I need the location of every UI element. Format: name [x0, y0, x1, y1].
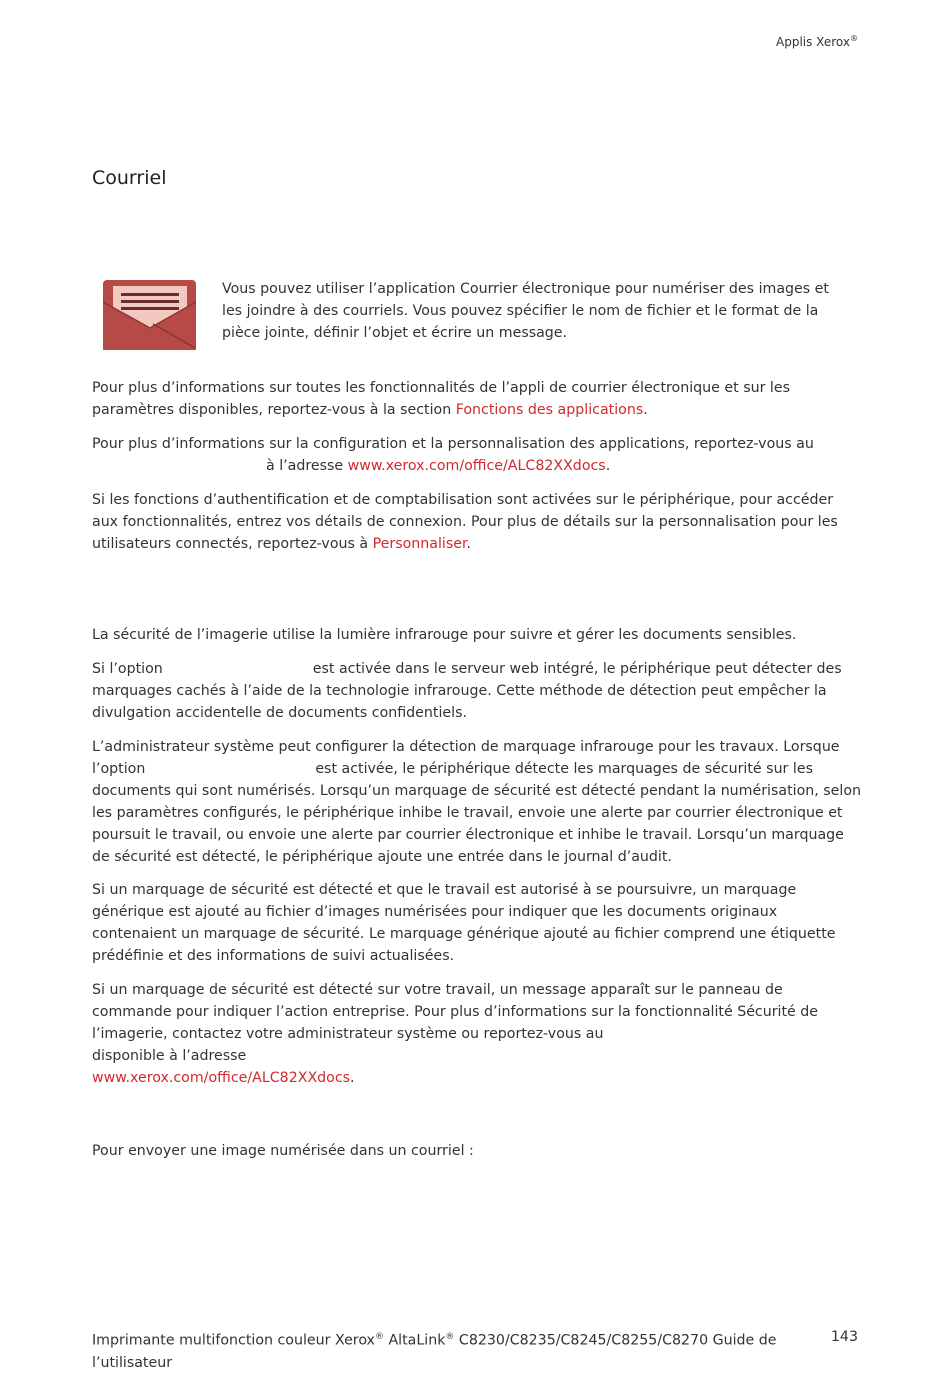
paragraph-admin: L’administrateur système peut configurer la détection de marquage infrarouge pour les travaux. Lorsque l’option est activée, le périphérique détecte les marquages de sécurité sur les documents qui sont numérisés. Lorsqu’un marquage de sécurité est détecté pendant la numérisation, selon les paramètres configurés, le périphérique inhibe le travail, envoie une alerte par courrier électronique et poursuit le travail, ou envoie une alerte par courrier électronique et inhibe le travail. Lorsqu’un marquage de sécurité est détecté, le périphérique ajoute une entrée dans le journal d’audit.: [92, 739, 862, 865]
page-number: 143: [830, 1329, 858, 1345]
paragraph-option: Si l’option est activée dans le serveur web intégré, le périphérique peut détecter des marquages cachés à l’aide de la technologie infrarouge. Cette méthode de détection peut empêcher la divulgation accidentelle de documents confidentiels.: [92, 661, 842, 721]
link-app-functions[interactable]: Fonctions des applications: [455, 402, 644, 418]
link-xerox-docs-2[interactable]: www.xerox.com/office/ALC82XXdocs: [92, 1070, 351, 1086]
paragraph-auth: Si les fonctions d’authentification et de comptabilisation sont activées sur le périphérique, pour accéder aux fonctionnalités, entrez vos détails de connexion. Pour plus de détails sur la personnalisation pour les utilisateurs connectés, reportez-vous à Personnaliser.: [92, 492, 838, 552]
paragraph-message: Si un marquage de sécurité est détecté sur votre travail, un message apparaît sur le panneau de commande pour indiquer l’action entreprise. Pour plus d’informations sur la fonctionnalité Sécurité de l’imagerie, contactez votre administrateur système ou reportez-vous audisponible à l’adresse www.xerox.com/office/ALC82XXdocs.: [92, 982, 819, 1086]
paragraph-image-security: La sécurité de l’imagerie utilise la lumière infrarouge pour suivre et gérer les documents sensibles.: [92, 627, 797, 643]
running-header: Applis Xerox®: [776, 34, 858, 49]
intro-text: Vous pouvez utiliser l’application Courrier électronique pour numériser des images et les joindre à des courriels. Vous pouvez spécifier le nom de fichier et le format de la pièce jointe, définir l’objet et écrire un message.: [222, 281, 829, 341]
page-title: Courriel: [92, 167, 167, 189]
paragraph-config: Pour plus d’informations sur la configuration et la personnalisation des applications, reportez-vous au à l’adresse www.xerox.com/office/ALC82XXdocs.: [92, 436, 814, 474]
email-app-icon: [103, 280, 196, 350]
link-personalize[interactable]: Personnaliser: [372, 536, 467, 552]
footer-title: Imprimante multifonction couleur Xerox® AltaLink® C8230/C8235/C8245/C8255/C8270 Guide de l’utilisateur: [92, 1332, 777, 1371]
link-xerox-docs[interactable]: www.xerox.com/office/ALC82XXdocs: [347, 458, 606, 474]
paragraph-features: Pour plus d’informations sur toutes les fonctionnalités de l’appli de courrier électronique et sur les paramètres disponibles, reportez-vous à la section Fonctions des applications.: [92, 380, 790, 418]
paragraph-send-scan: Pour envoyer une image numérisée dans un courriel :: [92, 1143, 474, 1159]
paragraph-generic-marking: Si un marquage de sécurité est détecté et que le travail est autorisé à se poursuivre, un marquage générique est ajouté au fichier d’images numérisées pour indiquer que les documents originaux contenaient un marquage de sécurité. Le marquage générique ajouté au fichier comprend une étiquette prédéfinie et des informations de suivi actualisées.: [92, 882, 836, 964]
